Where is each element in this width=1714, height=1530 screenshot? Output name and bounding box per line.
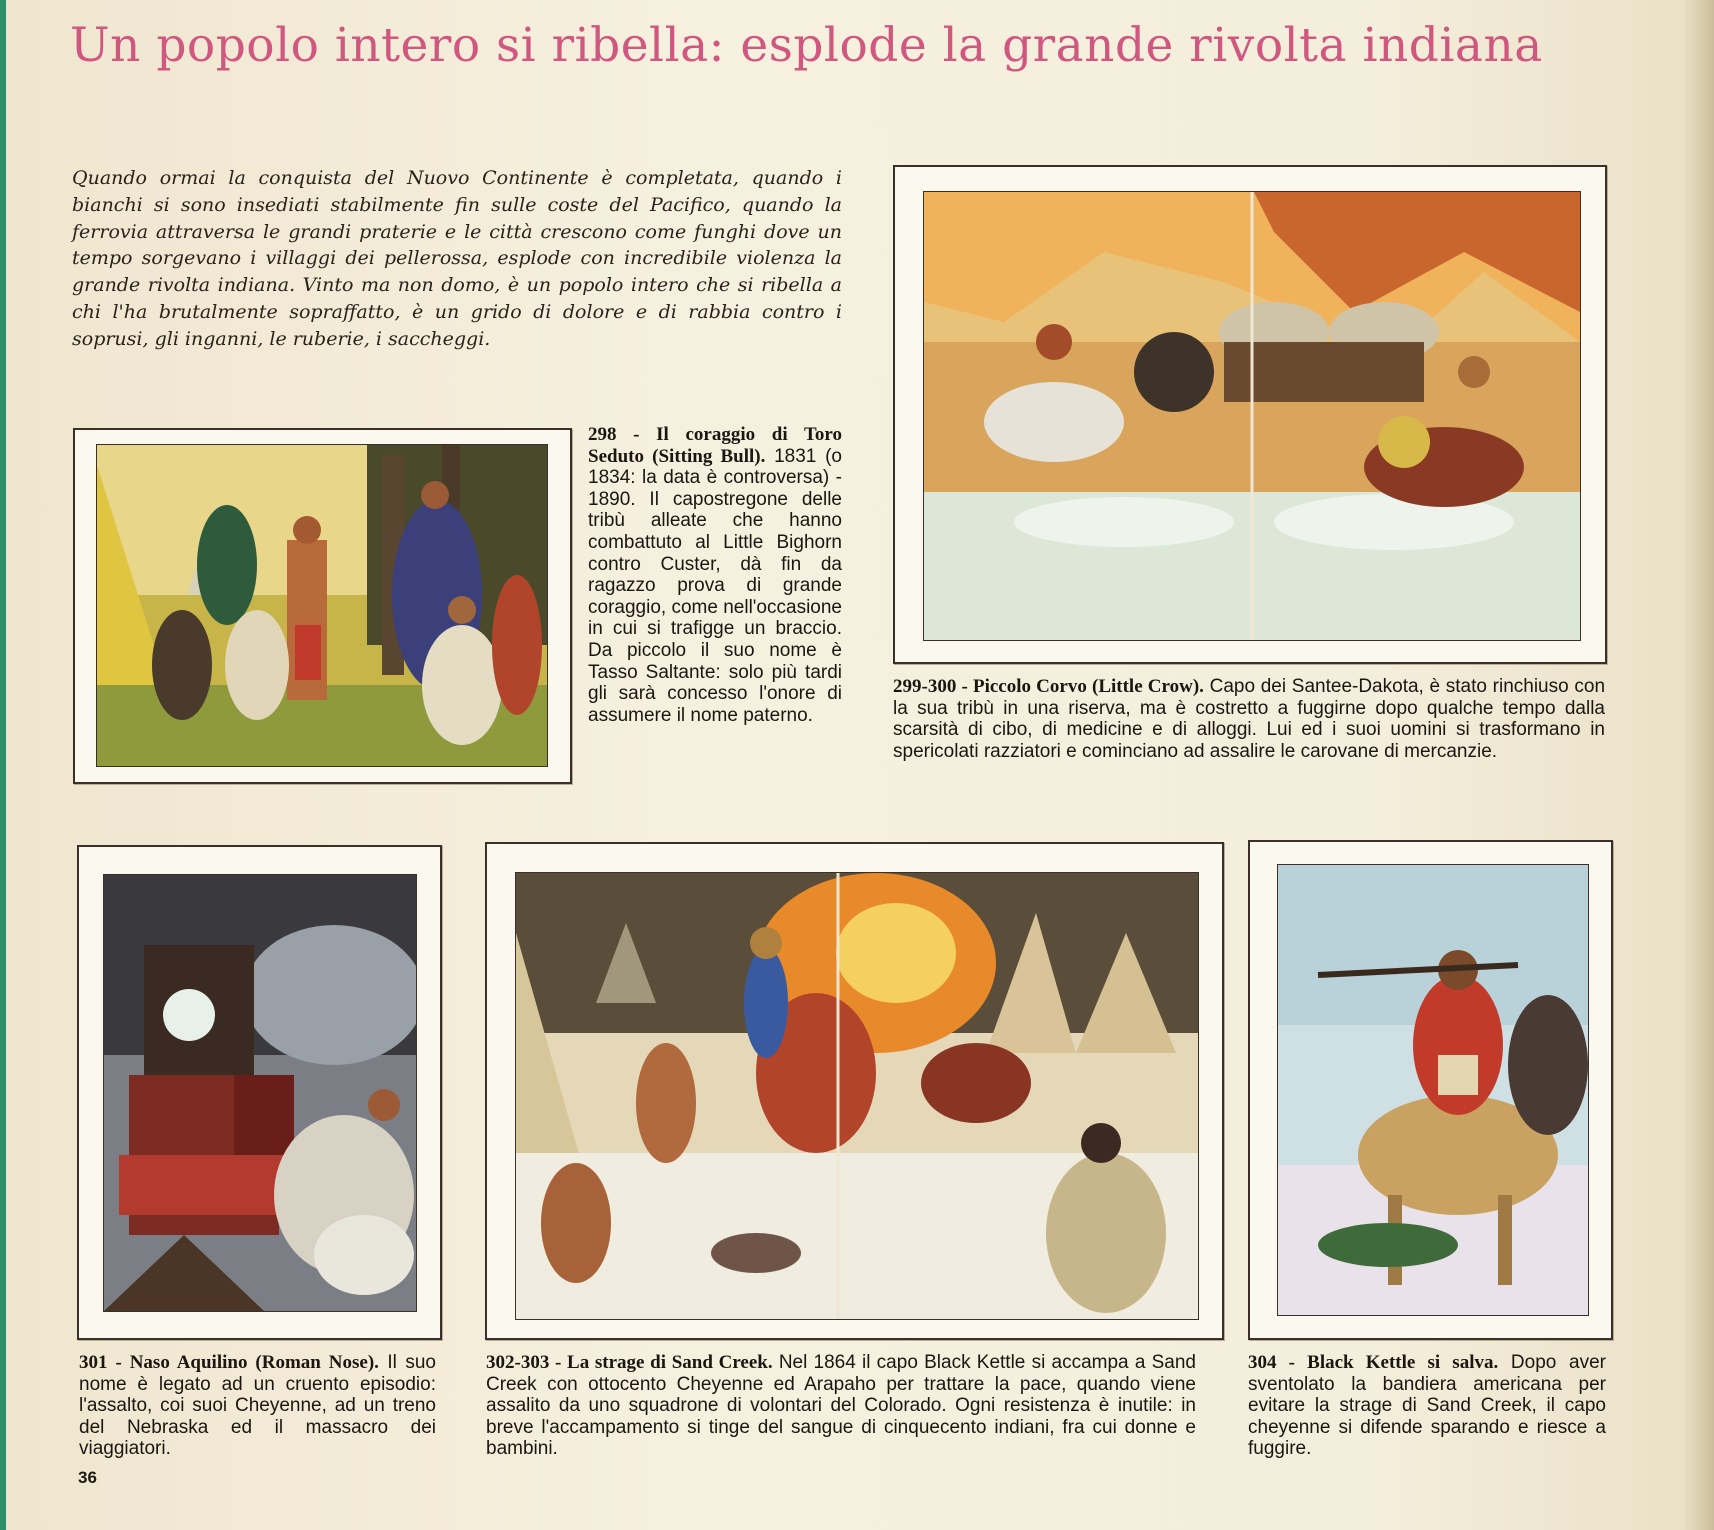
caption-301 [79,1352,436,1460]
sticker-image-sand-creek [515,872,1199,1320]
caption-301-text: Il suo nome è legato ad un cruento episodio: l'assalto, coi suoi Cheyenne, ad un treno del Nebraska ed il massacro dei viaggiatori. [79,1352,436,1460]
sticker-image-little-crow [923,191,1581,641]
sticker-card-304[interactable] [1248,840,1613,1340]
intro-paragraph: Quando ormai la conquista del Nuovo Continente è completata, quando i bianchi si sono insediati stabilmente fin sulle coste del Pacifico, quando la ferrovia attraversa le grandi praterie e le città crescono come funghi dove un tempo sorgevano i villaggi dei pellerossa, esplode con incredibile violenza la grande rivolta indiana. Vinto ma non domo, è un popolo intero che si ribella a chi l'ha brutalmente sopraffatto, è un grido di dolore e di rabbia contro i soprusi, gli inganni, le ruberie, i saccheggi. [72,167,842,350]
page-number: 36 [78,1468,97,1487]
sticker-image-roman-nose [103,874,417,1312]
caption-299-300-title: 299-300 - Piccolo Corvo (Little Crow). [893,676,1204,697]
sticker-image-black-kettle [1277,864,1589,1316]
caption-304 [1248,1352,1606,1460]
caption-299-300 [893,676,1605,762]
caption-304-title: 304 - Black Kettle si salva. [1248,1352,1499,1373]
caption-299-300-text: Capo dei Santee-Dakota, è stato rinchiuso con la sua tribù in una riserva, ma è costretto a fuggirne dopo qualche tempo dalla scarsità di cibo, di medicine e di alloggi. Lui ed i suoi uomini si trasformano in spericolati razziatori e cominciano ad assalire le carovane di mercanzie. [893,676,1606,762]
caption-298 [588,424,842,726]
page-edge-right [1684,0,1714,1530]
caption-301-title: 301 - Naso Aquilino (Roman Nose). [79,1352,379,1373]
page-edge-green [0,0,6,1530]
sticker-image-sitting-bull [96,444,548,767]
sticker-card-299-300[interactable] [893,165,1607,664]
caption-302-303 [486,1352,1196,1460]
sticker-card-298[interactable] [73,428,572,784]
caption-304-text: Dopo aver sventolato la bandiera americana per evitare la strage di Sand Creek, il capo cheyenne si difende sparando e riesce a fuggire. [1248,1352,1606,1460]
caption-302-303-title: 302-303 - La strage di Sand Creek. [486,1352,773,1373]
caption-302-303-text: Nel 1864 il capo Black Kettle si accampa a Sand Creek con ottocento Cheyenne ed Arapaho per trattare la pace, quando viene assalito da uno squadrone di volontari del Colorado. Ogni resistenza è inutile: in breve l'accampamento si tinge del sangue di cinquecento indiani, fra cui donne e bambini. [486,1352,1196,1460]
page-title: Un popolo intero si ribella: esplode la grande rivolta indiana [70,18,1543,73]
sticker-card-301[interactable] [77,845,442,1340]
caption-298-text: 1831 (o 1834: la data è controversa) - 1890. Il capostregone delle tribù alleate che hanno combattuto al Little Bighorn contro Custer, dà fin da ragazzo prova di grande coraggio, come nell'occasione in cui si trafigge un braccio. Da piccolo il suo nome è Tasso Saltante: solo più tardi gli sarà concesso l'onore di assumere il nome paterno. [588,445,842,726]
sticker-card-302-303[interactable] [485,842,1224,1340]
caption-298-title: 298 - Il coraggio di Toro Seduto (Sitting Bull). [588,424,842,467]
